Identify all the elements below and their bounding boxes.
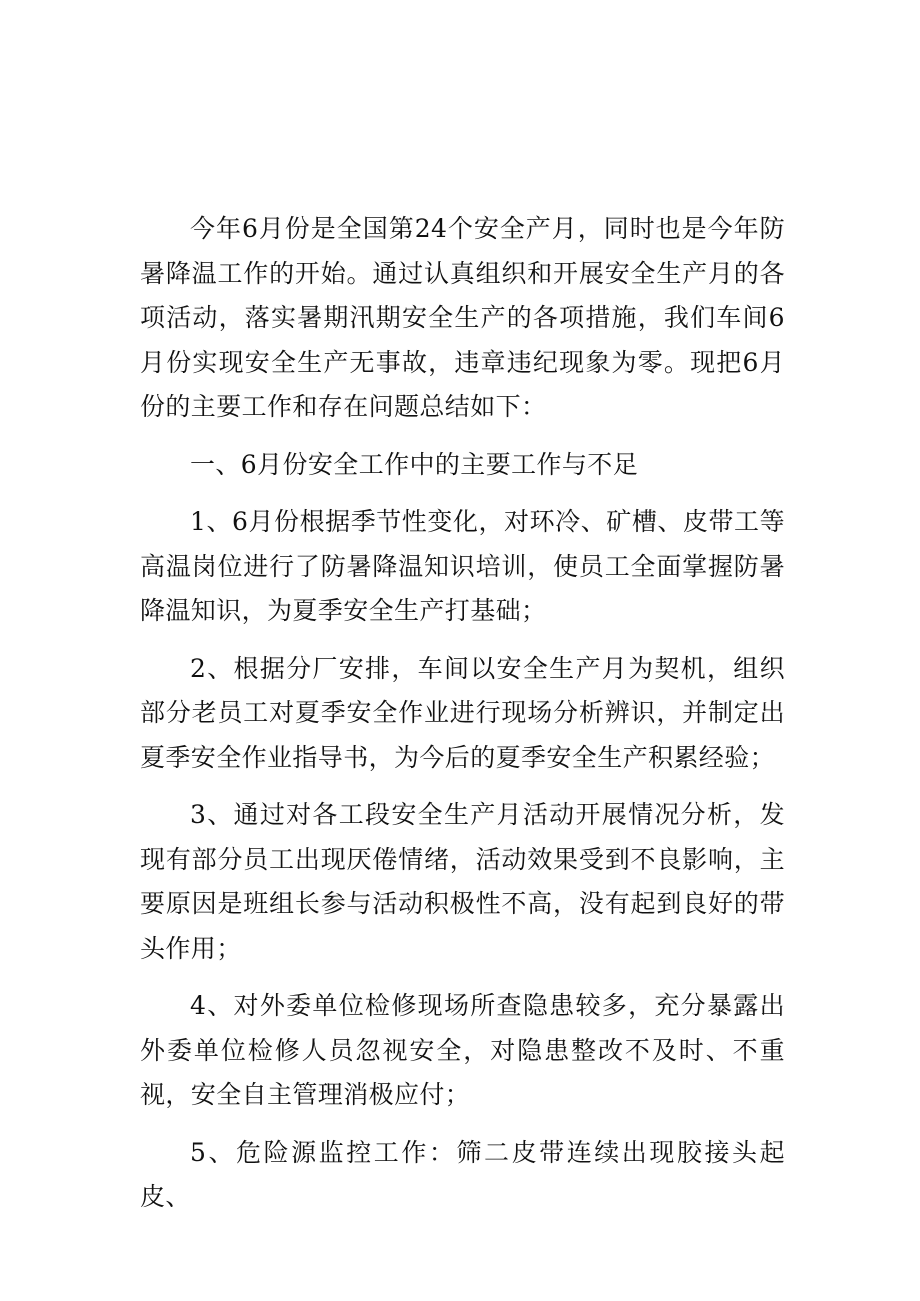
item-4-paragraph: 4、对外委单位检修现场所查隐患较多，充分暴露出外委单位检修人员忽视安全，对隐患整改不及时、不重视，安全自主管理消极应付； xyxy=(140,991,785,1109)
item-1-paragraph: 1、6月份根据季节性变化，对环冷、矿槽、皮带工等高温岗位进行了防暑降温知识培训，使员工全面掌握防暑降温知识，为夏季安全生产打基础； xyxy=(140,507,785,625)
intro-paragraph: 今年6月份是全国第24个安全产月，同时也是今年防暑降温工作的开始。通过认真组织和开展安全生产月的各项活动，落实暑期汛期安全生产的各项措施，我们车间6月份实现安全生产无事故，违章违纪现象为零。现把6月份的主要工作和存在问题总结如下： xyxy=(140,214,785,421)
section-heading: 一、6月份安全工作中的主要工作与不足 xyxy=(190,449,639,479)
item-5-paragraph: 5、危险源监控工作：筛二皮带连续出现胶接头起皮、 xyxy=(140,1137,785,1211)
item-2-paragraph: 2、根据分厂安排，车间以安全生产月为契机，组织部分老员工对夏季安全作业进行现场分析辨识，并制定出夏季安全作业指导书，为今后的夏季安全生产积累经验； xyxy=(140,653,785,772)
item-3-paragraph: 3、通过对各工段安全生产月活动开展情况分析，发现有部分员工出现厌倦情绪，活动效果受到不良影响，主要原因是班组长参与活动积极性不高，没有起到良好的带头作用； xyxy=(140,800,785,963)
document-body xyxy=(140,207,785,1233)
